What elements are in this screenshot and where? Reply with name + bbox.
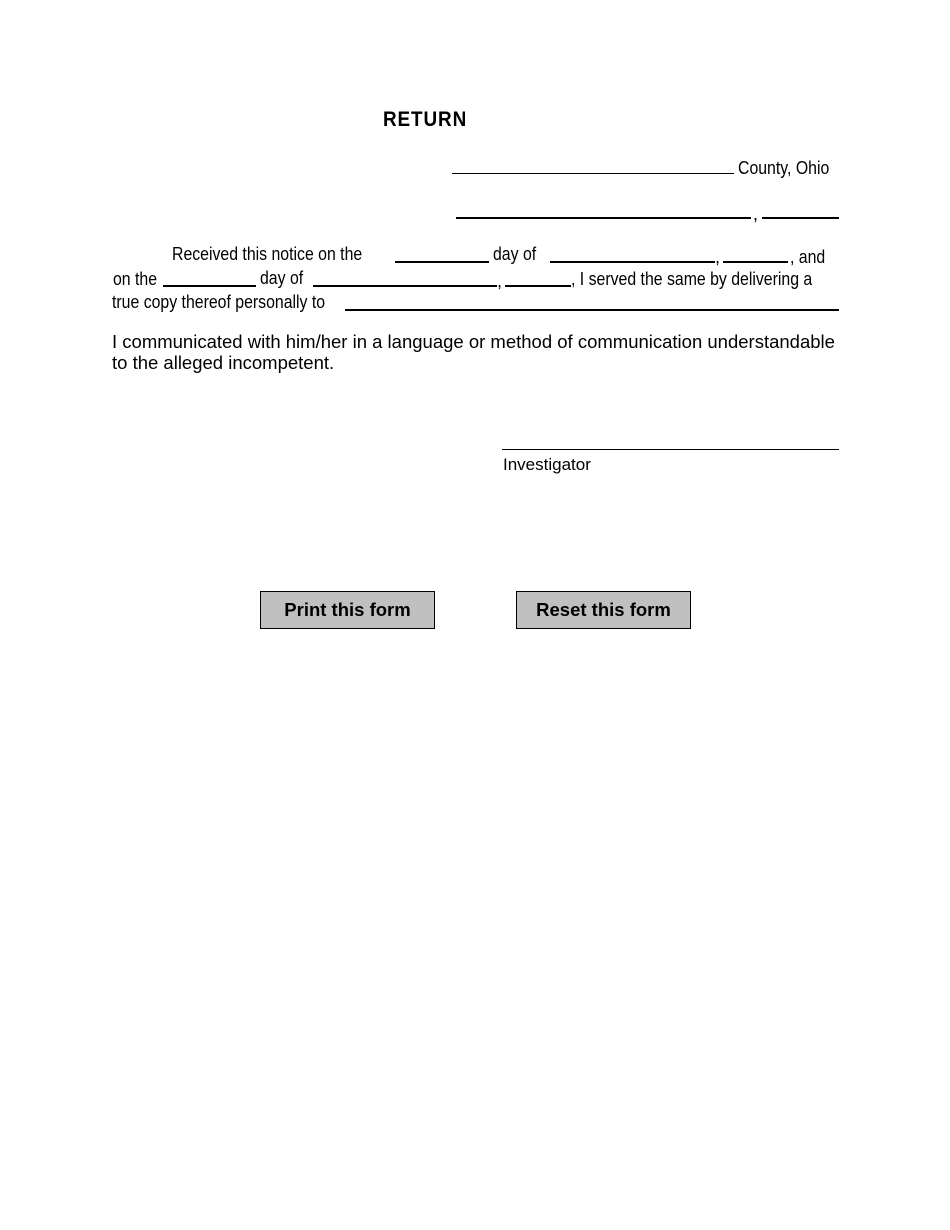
and-text: , and (790, 247, 826, 267)
year-field[interactable] (762, 217, 839, 219)
true-copy-text: true copy thereof personally to (112, 292, 326, 312)
print-form-button[interactable]: Print this form (260, 591, 435, 629)
served-day-field[interactable] (163, 285, 256, 287)
served-month-field[interactable] (313, 285, 497, 287)
date-comma: , (753, 204, 759, 224)
received-month-field[interactable] (550, 261, 715, 263)
served-day-of-text: day of (260, 268, 304, 288)
received-year-field[interactable] (723, 261, 788, 263)
served-comma: , (497, 271, 503, 291)
date-field[interactable] (456, 217, 751, 219)
received-day-of-text: day of (493, 244, 537, 264)
served-year-field[interactable] (505, 285, 571, 287)
received-comma: , (715, 247, 721, 267)
county-label: County, Ohio (738, 158, 830, 178)
on-the-text: on the (113, 269, 158, 289)
communication-paragraph: I communicated with him/her in a language or method of communication understandable to the alleged incompetent. (112, 331, 835, 373)
served-person-field[interactable] (345, 309, 839, 311)
reset-form-button[interactable]: Reset this form (516, 591, 691, 629)
county-field[interactable] (452, 173, 734, 174)
received-text: Received this notice on the (172, 244, 363, 264)
served-text: , I served the same by delivering a (571, 269, 813, 289)
investigator-label: Investigator (503, 455, 591, 474)
investigator-signature-field[interactable] (502, 449, 839, 450)
received-day-field[interactable] (395, 261, 489, 263)
form-title: RETURN (383, 108, 468, 131)
